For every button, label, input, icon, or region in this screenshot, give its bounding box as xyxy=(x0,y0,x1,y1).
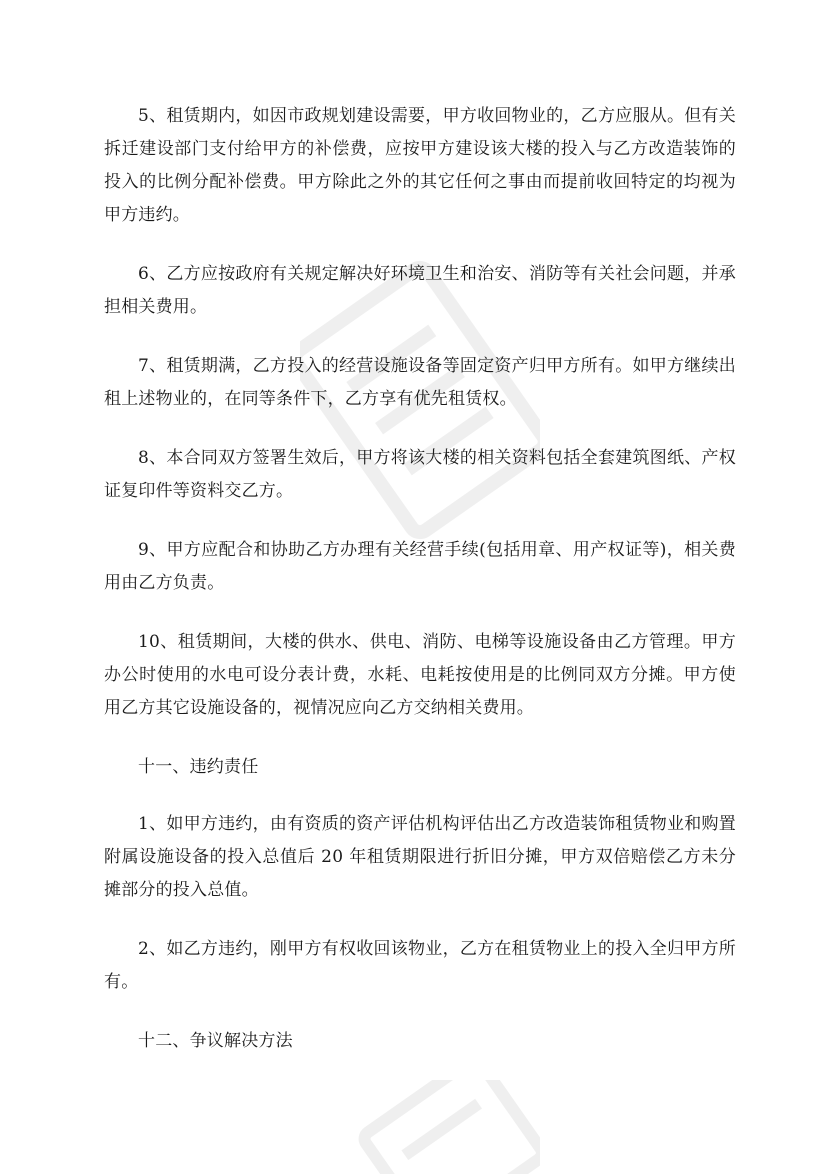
watermark-logo-bottom xyxy=(340,1080,540,1174)
breach-clause-2: 2、如乙方违约，刚甲方有权收回该物业，乙方在租赁物业上的投入全归甲方所有。 xyxy=(104,939,736,992)
clause-7: 7、租赁期满，乙方投入的经营设施设备等固定资产归甲方所有。如甲方继续出租上述物业的，在同等条件下，乙方享有优先租赁权。 xyxy=(104,356,736,409)
breach-clause-1: 1、如甲方违约，由有资质的资产评估机构评估出乙方改造装饰租赁物业和购置附属设施设备的投入总值后 20 年租赁期限进行折旧分摊，甲方双倍赔偿乙方未分摊部分的投入总值。 xyxy=(104,814,736,900)
document-body xyxy=(104,100,736,1082)
section-heading-breach: 十一、违约责任 xyxy=(138,757,259,777)
clause-6: 6、乙方应按政府有关规定解决好环境卫生和治安、消防等有关社会问题，并承担相关费用。 xyxy=(104,264,736,317)
section-heading-dispute: 十二、争议解决方法 xyxy=(138,1031,293,1051)
clause-9: 9、甲方应配合和协助乙方办理有关经营手续(包括用章、用产权证等)，相关费用由乙方负责。 xyxy=(104,540,736,593)
clause-8: 8、本合同双方签署生效后，甲方将该大楼的相关资料包括全套建筑图纸、产权证复印件等资料交乙方。 xyxy=(104,448,736,501)
clause-5: 5、租赁期内，如因市政规划建设需要，甲方收回物业的，乙方应服从。但有关拆迁建设部门支付给甲方的补偿费，应按甲方建设该大楼的投入与乙方改造装饰的投入的比例分配补偿费。甲方除此之外的其它任何之事由而提前收回特定的均视为甲方违约。 xyxy=(104,106,736,225)
clause-10: 10、租赁期间，大楼的供水、供电、消防、电梯等设施设备由乙方管理。甲方办公时使用的水电可设分表计费，水耗、电耗按使用是的比例同双方分摊。甲方使用乙方其它设施设备的，视情况应向乙方交纳相关费用。 xyxy=(104,632,736,718)
